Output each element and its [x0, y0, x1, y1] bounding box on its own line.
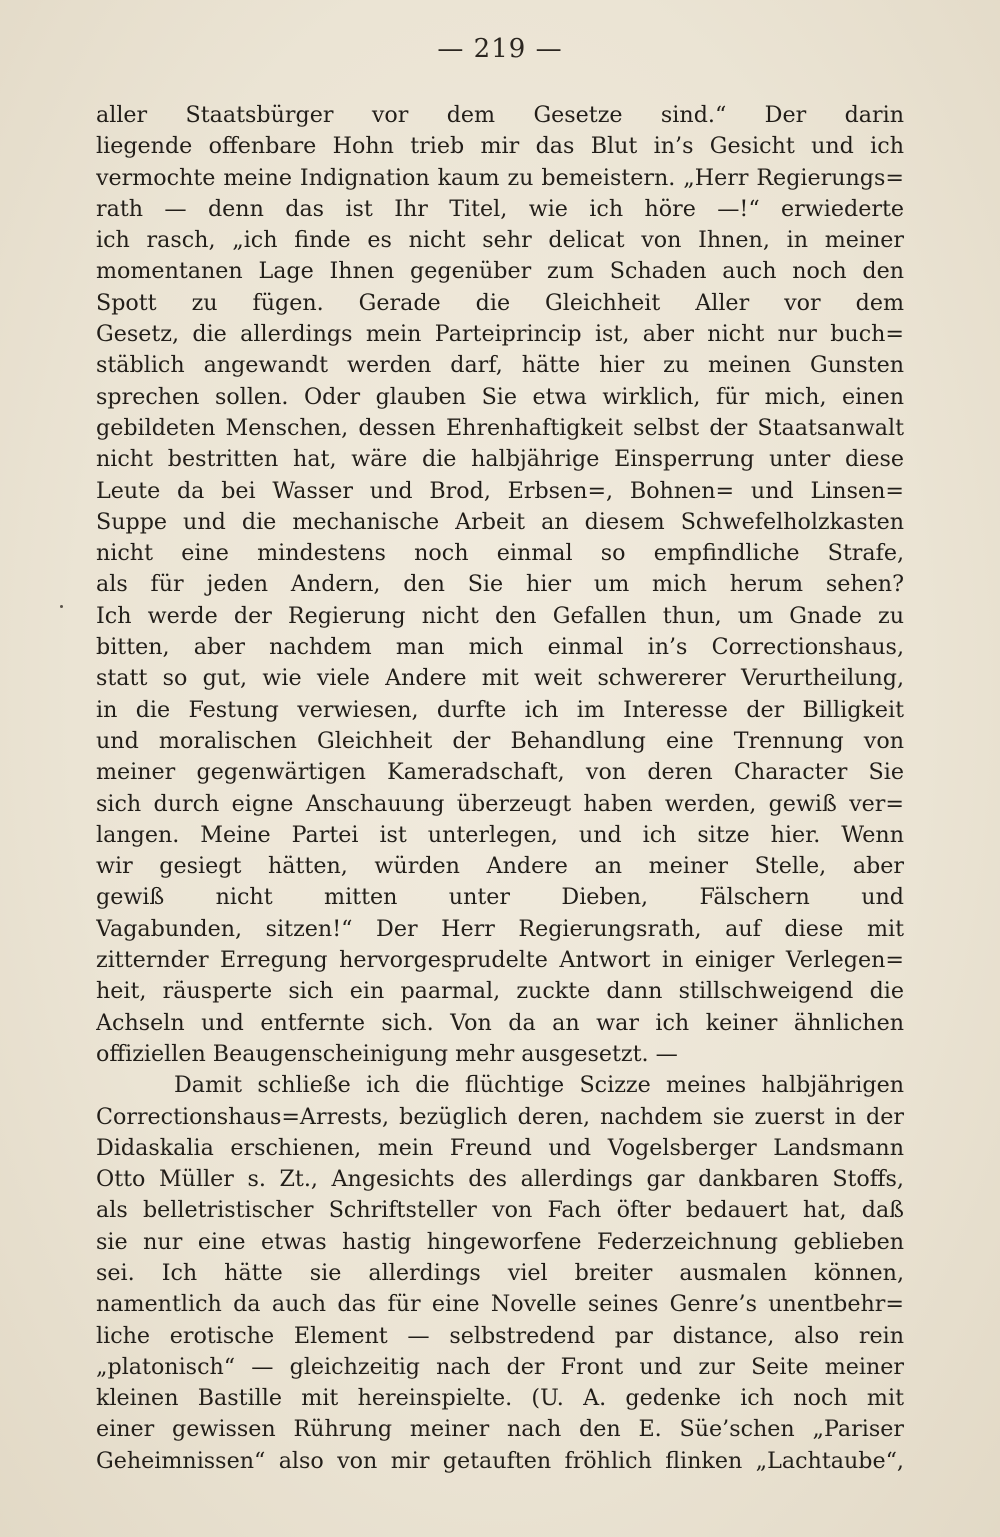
- text-line: kleinen Bastille mit hereinspielte. (U. A. gedenke ich noch mit: [96, 1385, 904, 1412]
- text-line: in die Festung verwiesen, durfte ich im Interesse der Billigkeit: [96, 696, 904, 723]
- print-speck: [60, 605, 63, 608]
- text-line: Otto Müller s. Zt., Angesichts des allerdings gar dankbaren Stoffs,: [96, 1166, 904, 1193]
- text-line: Correctionshaus=Arrests, bezüglich deren, nachdem sie zuerst in der: [96, 1103, 904, 1130]
- text-line: Achseln und entfernte sich. Von da an war ich keiner ähnlichen: [96, 1009, 904, 1036]
- text-line: statt so gut, wie viele Andere mit weit schwererer Verurtheilung,: [96, 665, 904, 692]
- text-line: als belletristischer Schriftsteller von Fach öfter bedauert hat, daß: [96, 1197, 904, 1224]
- text-line: aller Staatsbürger vor dem Gesetze sind.“ Der darin: [96, 102, 904, 128]
- text-line: nicht bestritten hat, wäre die halbjährige Einsperrung unter diese: [96, 446, 904, 473]
- text-line: sprechen sollen. Oder glauben Sie etwa wirklich, für mich, einen: [96, 383, 904, 410]
- text-line: „platonisch“ — gleichzeitig nach der Front und zur Seite meiner: [96, 1353, 904, 1380]
- text-line: und moralischen Gleichheit der Behandlung eine Trennung von: [96, 727, 904, 754]
- text-line: gewiß nicht mitten unter Dieben, Fälschern und: [96, 884, 904, 911]
- text-line: langen. Meine Partei ist unterlegen, und ich sitze hier. Wenn: [96, 821, 904, 848]
- text-line: einer gewissen Rührung meiner nach den E. Süe’schen „Pariser: [96, 1416, 904, 1443]
- text-line: sie nur eine etwas hastig hingeworfene Federzeichnung geblieben: [96, 1228, 904, 1255]
- text-line: liche erotische Element — selbstredend par distance, also rein: [96, 1322, 904, 1349]
- text-line: vermochte meine Indignation kaum zu bemeistern. „Herr Regierungs=: [96, 164, 904, 191]
- text-line: momentanen Lage Ihnen gegenüber zum Schaden auch noch den: [96, 258, 904, 285]
- paragraph-first-line: Damit schließe ich die flüchtige Scizze meines halbjährigen: [174, 1072, 904, 1099]
- text-line: Leute da bei Wasser und Brod, Erbsen=, Bohnen= und Linsen=: [96, 477, 904, 504]
- text-line: Geheimnissen“ also von mir getauften fröhlich flinken „Lachtaube“,: [96, 1447, 904, 1474]
- text-line: liegende offenbare Hohn trieb mir das Blut in’s Gesicht und ich: [96, 133, 904, 160]
- text-line: meiner gegenwärtigen Kameradschaft, von deren Character Sie: [96, 759, 904, 786]
- text-line: heit, räusperte sich ein paarmal, zuckte dann stillschweigend die: [96, 978, 904, 1005]
- text-line: rath — denn das ist Ihr Titel, wie ich höre —!“ erwiederte: [96, 195, 904, 222]
- text-line: Didaskalia erschienen, mein Freund und Vogelsberger Landsmann: [96, 1134, 904, 1161]
- text-line: namentlich da auch das für eine Novelle seines Genre’s unentbehr=: [96, 1291, 904, 1318]
- text-line: offiziellen Beaugenscheinigung mehr ausgesetzt. —: [96, 1040, 678, 1067]
- text-line: sich durch eigne Anschauung überzeugt haben werden, gewiß ver=: [96, 790, 904, 817]
- page-number: — 219 —: [437, 34, 563, 64]
- text-line: Gesetz, die allerdings mein Parteiprincip ist, aber nicht nur buch=: [96, 321, 904, 348]
- text-line: gebildeten Menschen, dessen Ehrenhaftigkeit selbst der Staatsanwalt: [96, 414, 904, 441]
- text-line: Vagabunden, sitzen!“ Der Herr Regierungsrath, auf diese mit: [96, 915, 904, 942]
- text-line: ich rasch, „ich finde es nicht sehr delicat von Ihnen, in meiner: [96, 227, 904, 254]
- text-line: zitternder Erregung hervorgesprudelte Antwort in einiger Verlegen=: [96, 947, 904, 974]
- text-line: Suppe und die mechanische Arbeit an diesem Schwefelholzkasten: [96, 508, 904, 535]
- text-line: Ich werde der Regierung nicht den Gefallen thun, um Gnade zu: [96, 602, 904, 629]
- text-line: stäblich angewandt werden darf, hätte hier zu meinen Gunsten: [96, 352, 904, 379]
- text-line: Spott zu fügen. Gerade die Gleichheit Aller vor dem: [96, 289, 904, 316]
- body-text: [96, 100, 904, 1477]
- text-line: als für jeden Andern, den Sie hier um mich herum sehen?: [96, 571, 904, 598]
- text-line: sei. Ich hätte sie allerdings viel breiter ausmalen können,: [96, 1259, 904, 1286]
- text-line: nicht eine mindestens noch einmal so empfindliche Strafe,: [96, 540, 904, 567]
- text-line: bitten, aber nachdem man mich einmal in’s Correctionshaus,: [96, 634, 904, 661]
- text-line: wir gesiegt hätten, würden Andere an meiner Stelle, aber: [96, 853, 904, 880]
